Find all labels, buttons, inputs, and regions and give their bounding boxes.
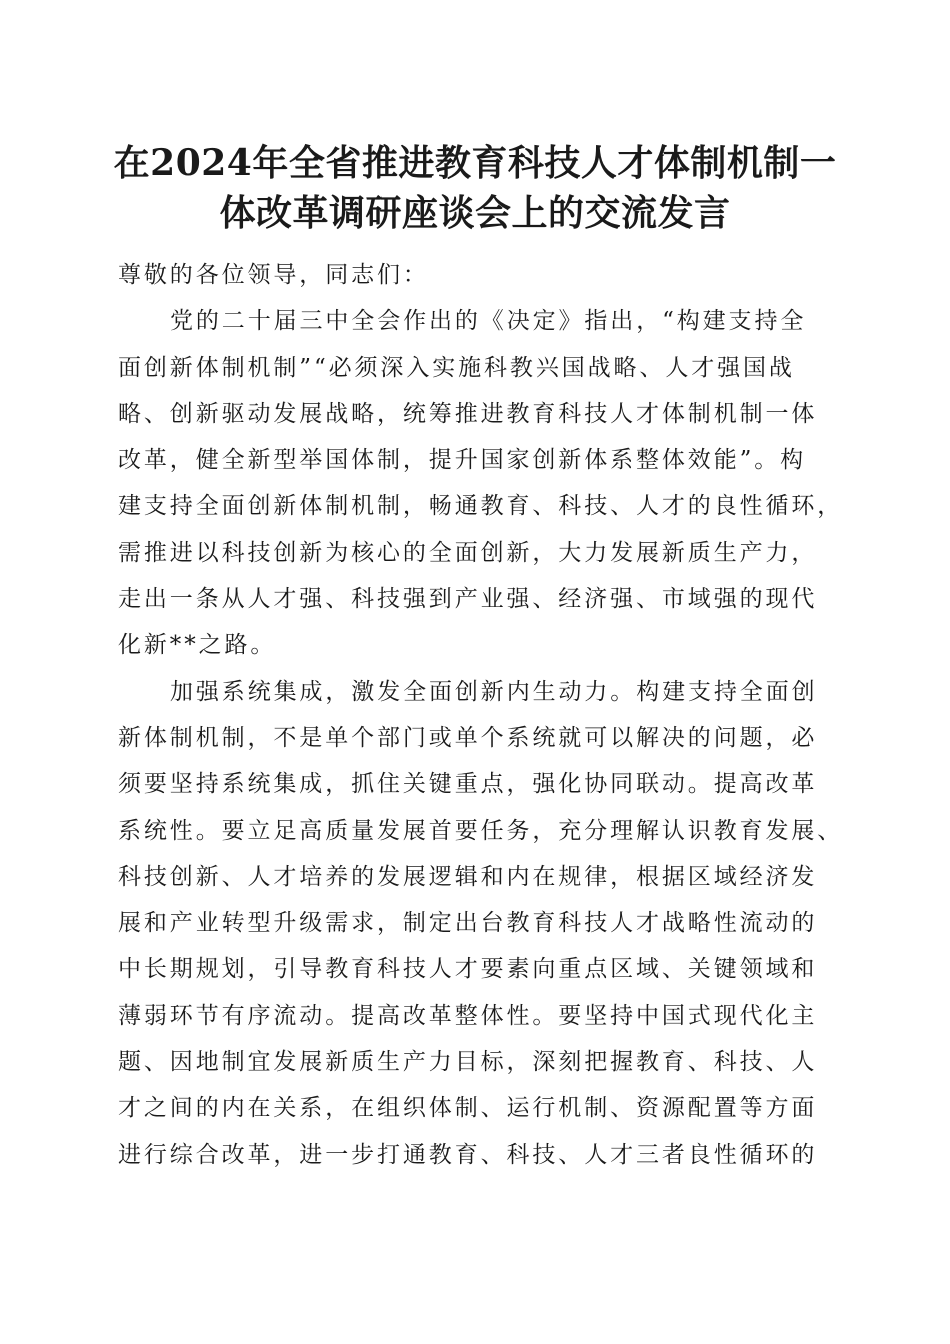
paragraph-line: 新体制机制，不是单个部门或单个系统就可以解决的问题，必 [118,724,818,751]
paragraph-line: 科技创新、人才培养的发展逻辑和内在规律，根据区域经济发 [118,863,818,890]
salutation: 尊敬的各位领导，同志们： [118,262,429,288]
paragraph-line: 中长期规划，引导教育科技人才要素向重点区域、关键领域和 [118,956,818,983]
paragraph-line: 改革，健全新型举国体制，提升国家创新体系整体效能”。构 [118,447,807,474]
paragraph-2 [118,669,844,1178]
title-line-2: 体改革调研座谈会上的交流发言 [219,192,731,234]
paragraph-line: 走出一条从人才强、科技强到产业强、经济强、市域强的现代 [118,586,818,613]
document-body [118,252,844,1178]
paragraph-line: 才之间的内在关系，在组织体制、运行机制、资源配置等方面 [118,1095,818,1122]
paragraph-line: 建支持全面创新体制机制，畅通教育、科技、人才的良性循环， [118,493,844,520]
paragraph-line: 略、创新驱动发展战略，统筹推进教育科技人才体制机制一体 [118,400,818,427]
paragraph-line: 化新**之路。 [118,632,277,659]
paragraph-line: 薄弱环节有序流动。提高改革整体性。要坚持中国式现代化主 [118,1002,818,1029]
document-title [100,138,850,238]
paragraph-line: 进行综合改革，进一步打通教育、科技、人才三者良性循环的 [118,1141,818,1168]
title-line-1: 在2024年全省推进教育科技人才体制机制一 [113,142,837,184]
paragraph-line: 加强系统集成，激发全面创新内生动力。构建支持全面创 [170,678,818,705]
paragraph-line: 展和产业转型升级需求，制定出台教育科技人才战略性流动的 [118,910,818,937]
paragraph-line: 题、因地制宜发展新质生产力目标，深刻把握教育、科技、人 [118,1049,818,1076]
paragraph-line: 需推进以科技创新为核心的全面创新，大力发展新质生产力， [118,539,818,566]
paragraph-line: 须要坚持系统集成，抓住关键重点，强化协同联动。提高改革 [118,771,818,798]
paragraph-1 [118,298,844,668]
paragraph-line: 党的二十届三中全会作出的《决定》指出，“构建支持全 [170,308,807,335]
paragraph-line: 系统性。要立足高质量发展首要任务，充分理解认识教育发展、 [118,817,844,844]
paragraph-line: 面创新体制机制”“必须深入实施科教兴国战略、人才强国战 [118,354,795,381]
